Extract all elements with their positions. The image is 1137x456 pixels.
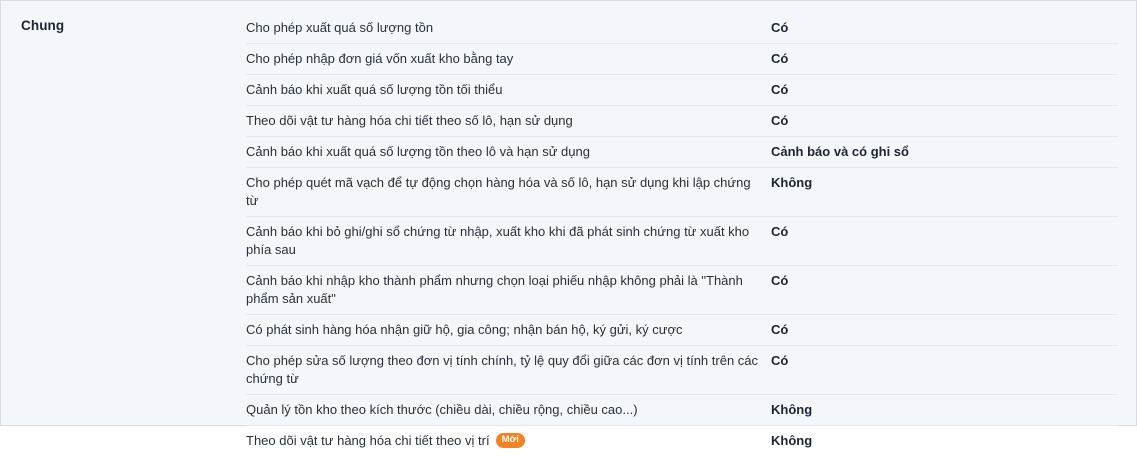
setting-value[interactable]: Có <box>771 113 789 128</box>
setting-row[interactable] <box>246 13 1118 43</box>
setting-row[interactable] <box>246 105 1118 136</box>
setting-row[interactable] <box>246 167 1118 216</box>
setting-value[interactable]: Có <box>771 224 789 239</box>
setting-label: Quản lý tồn kho theo kích thước (chiều dài, chiều rộng, chiều cao...) <box>246 402 638 417</box>
setting-label-text: Theo dõi vật tư hàng hóa chi tiết theo vị trí <box>246 433 490 448</box>
setting-label: Cảnh báo khi nhập kho thành phẩm nhưng chọn loại phiếu nhập không phải là "Thành phẩm sản xuất" <box>246 273 743 306</box>
setting-row[interactable] <box>246 425 1118 456</box>
setting-label <box>246 432 771 450</box>
settings-group-label: Chung <box>21 18 65 33</box>
setting-row[interactable] <box>246 394 1118 425</box>
setting-value[interactable]: Không <box>771 433 813 448</box>
setting-value[interactable]: Có <box>771 353 789 368</box>
setting-row[interactable] <box>246 74 1118 105</box>
setting-label: Cho phép quét mã vạch để tự động chọn hàng hóa và số lô, hạn sử dụng khi lập chứng từ <box>246 175 751 208</box>
setting-value[interactable]: Có <box>771 82 789 97</box>
setting-row[interactable] <box>246 345 1118 394</box>
setting-label: Cho phép nhập đơn giá vốn xuất kho bằng tay <box>246 51 514 66</box>
setting-value[interactable]: Có <box>771 51 789 66</box>
setting-value[interactable]: Có <box>771 322 789 337</box>
setting-label: Cảnh báo khi bỏ ghi/ghi sổ chứng từ nhập, xuất kho khi đã phát sinh chứng từ xuất kho phía sau <box>246 224 750 257</box>
settings-list <box>246 13 1118 456</box>
setting-value[interactable]: Không <box>771 175 813 190</box>
setting-label: Có phát sinh hàng hóa nhận giữ hộ, gia công; nhận bán hộ, ký gửi, ký cược <box>246 322 683 337</box>
setting-row[interactable] <box>246 314 1118 345</box>
setting-row[interactable] <box>246 43 1118 74</box>
setting-value[interactable]: Có <box>771 20 789 35</box>
setting-value[interactable]: Có <box>771 273 789 288</box>
setting-label: Cảnh báo khi xuất quá số lượng tồn tối thiểu <box>246 82 503 97</box>
setting-value[interactable]: Cảnh báo và có ghi sổ <box>771 144 909 159</box>
setting-label: Cảnh báo khi xuất quá số lượng tồn theo lô và hạn sử dụng <box>246 144 590 159</box>
setting-label: Cho phép sửa số lượng theo đơn vị tính chính, tỷ lệ quy đổi giữa các đơn vị tính trên các chứng từ <box>246 353 759 386</box>
setting-row[interactable] <box>246 265 1118 314</box>
setting-value[interactable]: Không <box>771 402 813 417</box>
setting-row[interactable] <box>246 216 1118 265</box>
setting-label: Theo dõi vật tư hàng hóa chi tiết theo số lô, hạn sử dụng <box>246 113 573 128</box>
new-badge: Mới <box>496 433 525 448</box>
setting-row[interactable] <box>246 136 1118 167</box>
setting-label: Cho phép xuất quá số lượng tồn <box>246 20 434 35</box>
